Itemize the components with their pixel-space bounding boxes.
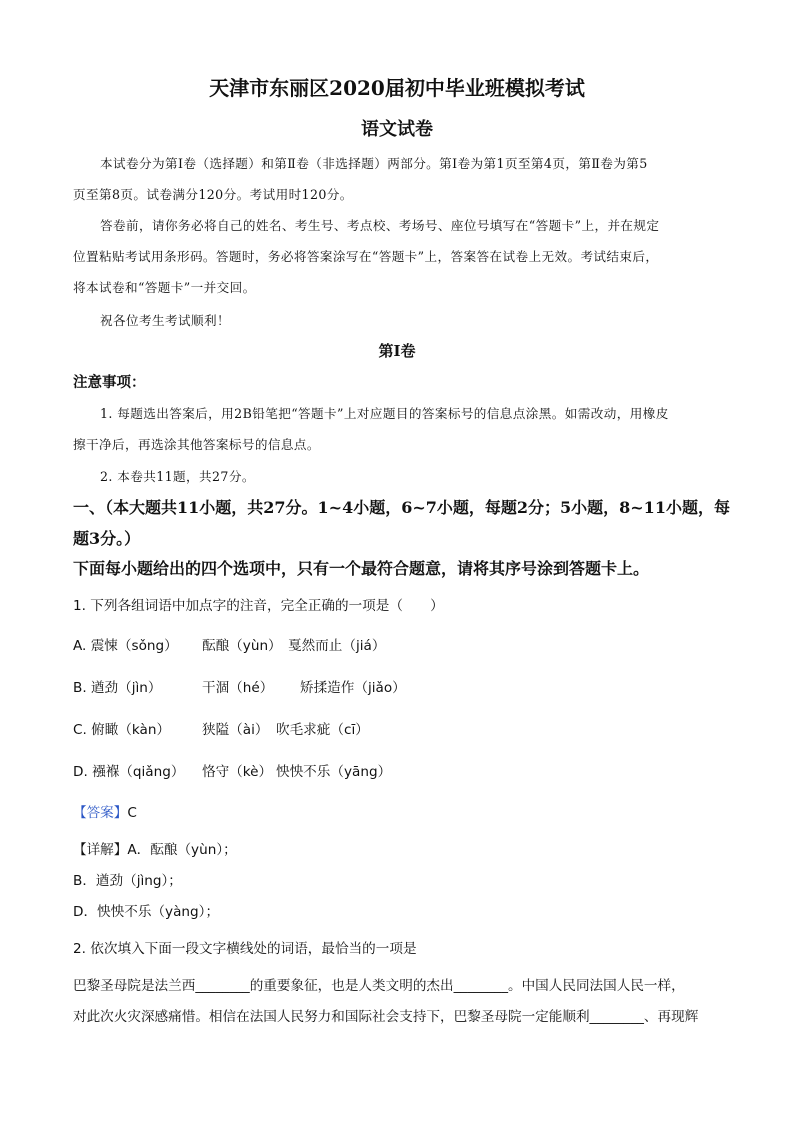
q1-option-a-word-3: 戛然而止（jiá） xyxy=(288,638,386,654)
intro-wish: 祝各位考生考试顺利！ xyxy=(100,313,230,328)
intro-paragraph-2-line-3: 将本试卷和“答题卡”一并交回。 xyxy=(73,280,256,295)
part-one-instruction: 下面每小题给出的四个选项中，只有一个最符合题意，请将其序号涂到答题卡上。 xyxy=(73,559,650,578)
part-one-header-line-2: 题3分。） xyxy=(73,529,141,548)
answer-value: C xyxy=(127,805,137,821)
section-title: 第Ⅰ卷 xyxy=(378,342,416,360)
intro-paragraph-1-line-2: 页至第8页。试卷满分120分。考试用时120分。 xyxy=(73,187,353,202)
notice-2: 2. 本卷共11题，共27分。 xyxy=(100,469,255,484)
q1-option-b-word-2: 干涸（hé） xyxy=(202,680,274,696)
q1-option-d-word-2: 恪守（kè） xyxy=(202,764,273,780)
exam-subtitle: 语文试卷 xyxy=(361,119,433,140)
q1-option-b-word-3: 矫揉造作（jiǎo） xyxy=(300,680,406,696)
part-one-header-line-1: 一、（本大题共11小题，共27分。1~4小题，6~7小题，每题2分；5小题，8~11小题，每 xyxy=(73,498,730,517)
q1-detail-line-2: B．遒劲（jìng）； xyxy=(73,873,182,889)
q2-passage-line-2: 对此次火灾深感痛惜。相信在法国人民努力和国际社会支持下，巴黎圣母院一定能顺利________、再现辉 xyxy=(73,1009,699,1025)
notice-1-line-2: 擦干净后，再选涂其他答案标号的信息点。 xyxy=(73,437,320,452)
q1-option-a-word-1: A. 震悚（sǒng） xyxy=(73,638,178,654)
q1-option-d-word-3: 怏怏不乐（yāng） xyxy=(276,764,392,780)
q1-option-b-word-1: B. 遒劲（jìn） xyxy=(73,680,162,696)
notice-title: 注意事项： xyxy=(73,374,146,391)
q1-option-c-word-2: 狭隘（ài） xyxy=(202,722,269,738)
q1-option-c-word-1: C. 俯瞰（kàn） xyxy=(73,722,171,738)
q1-option-d-word-1: D. 襁褓（qiǎng） xyxy=(73,764,185,780)
notice-1-line-1: 1. 每题选出答案后，用2B铅笔把“答题卡”上对应题目的答案标号的信息点涂黑。如需改动，用橡皮 xyxy=(100,406,669,421)
q1-detail-line-3: D．怏怏不乐（yàng）； xyxy=(73,904,220,920)
q1-option-a-word-2: 酝酿（yùn） xyxy=(202,638,282,654)
q1-answer xyxy=(73,801,137,821)
q2-passage-line-1: 巴黎圣母院是法兰西________的重要象征，也是人类文明的杰出________。中国人民同法国人民一样， xyxy=(73,978,685,994)
intro-paragraph-2-line-2: 位置粘贴考试用条形码。答题时，务必将答案涂写在“答题卡”上，答案答在试卷上无效。考试结束后， xyxy=(73,249,659,264)
exam-title: 天津市东丽区2020届初中毕业班模拟考试 xyxy=(209,76,585,100)
question-2-stem: 2. 依次填入下面一段文字横线处的词语，最恰当的一项是 xyxy=(73,941,417,957)
intro-paragraph-2-line-1: 答卷前，请你务必将自己的姓名、考生号、考点校、考场号、座位号填写在“答题卡”上，并在规定 xyxy=(100,218,660,233)
intro-paragraph-1-line-1: 本试卷分为第Ⅰ卷（选择题）和第Ⅱ卷（非选择题）两部分。第Ⅰ卷为第1页至第4页，第Ⅱ卷为第5 xyxy=(100,156,648,171)
question-1-stem: 1. 下列各组词语中加点字的注音，完全正确的一项是（ ） xyxy=(73,598,444,614)
q1-option-c-word-3: 吹毛求疵（cī） xyxy=(276,722,369,738)
answer-tag: 【答案】 xyxy=(73,805,128,821)
q1-detail-line-1: 【详解】A．酝酿（yùn）； xyxy=(73,842,237,858)
